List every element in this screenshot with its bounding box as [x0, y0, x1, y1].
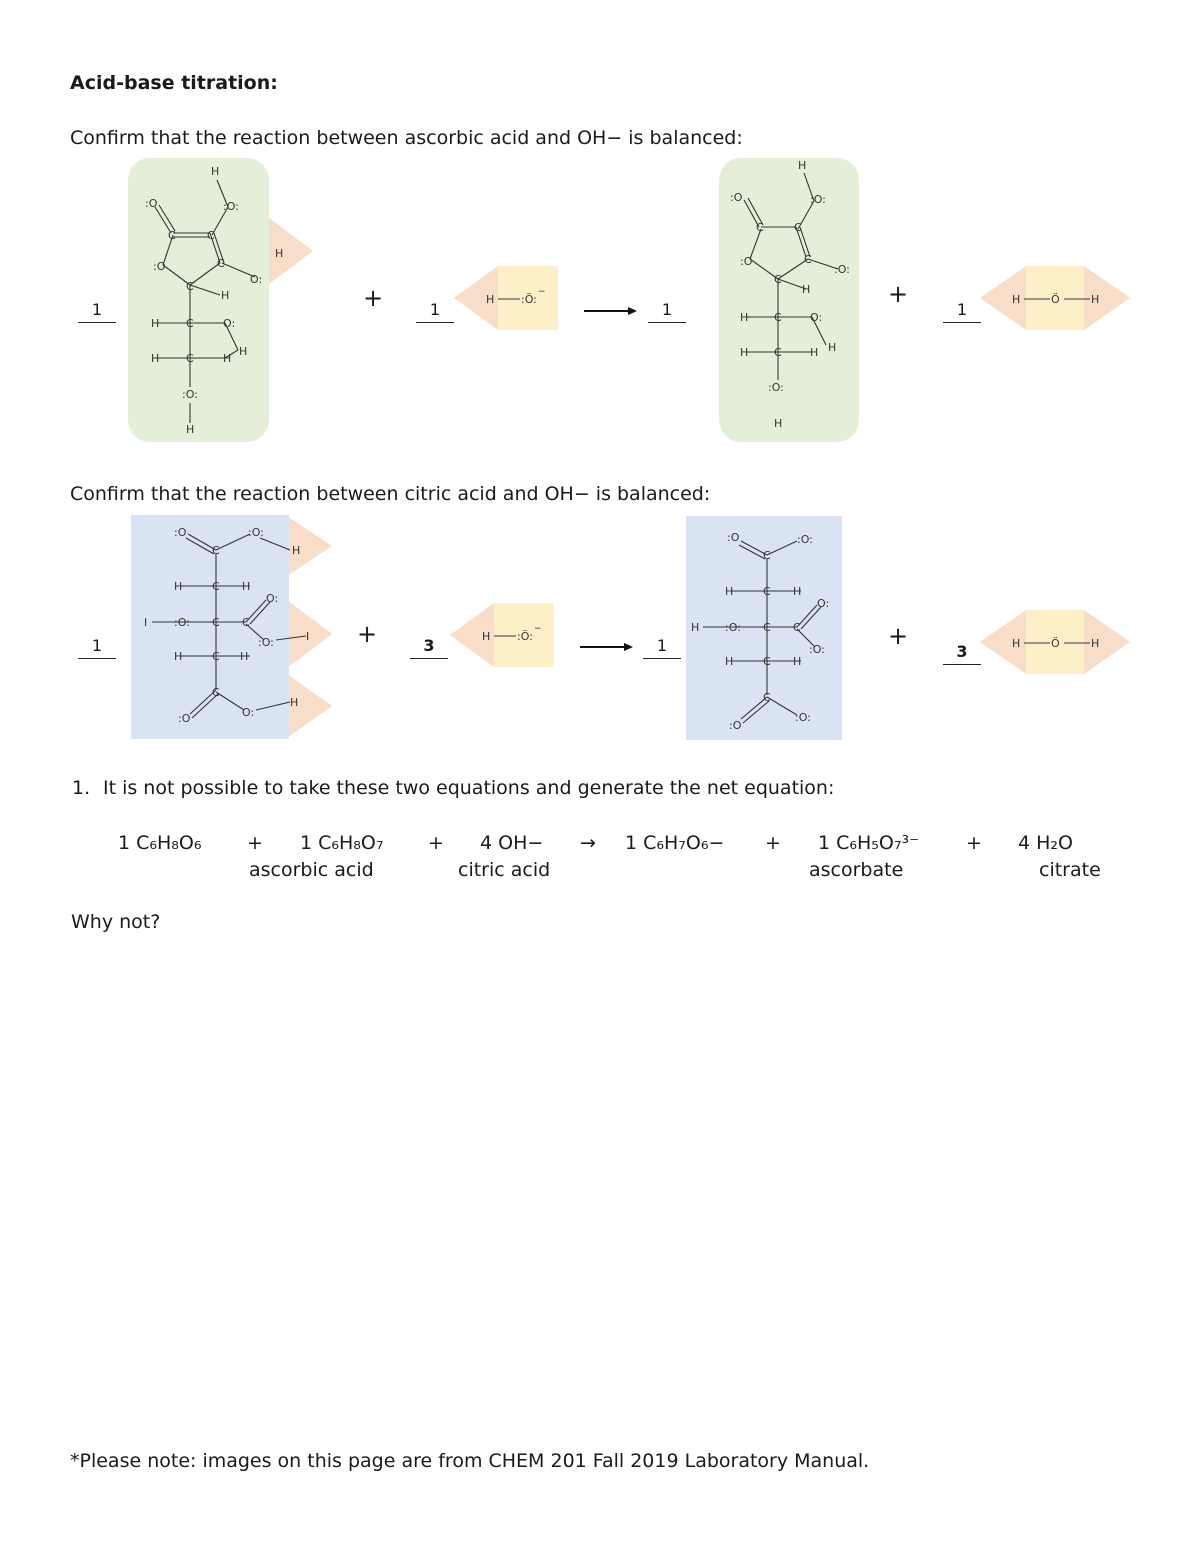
plus-sign: + [357, 620, 378, 648]
reaction-arrow [580, 640, 634, 654]
svg-text:C: C [242, 616, 250, 629]
plus-sign: + [363, 284, 384, 312]
svg-text::O: :O [729, 719, 742, 732]
coefficient-hydroxide: 3 [410, 636, 448, 659]
svg-text:H: H [1012, 293, 1021, 306]
citric-acid-structure [130, 514, 335, 740]
coefficient-ascorbate: 1 [648, 300, 686, 323]
coefficient-ascorbic-acid: 1 [78, 300, 116, 323]
svg-text::Ö:: :Ö: [517, 630, 533, 643]
svg-text:C: C [804, 253, 812, 266]
svg-text:C: C [774, 311, 782, 324]
svg-text::O:: :O: [182, 388, 198, 401]
svg-text:H: H [793, 585, 802, 598]
svg-text::O:: :O: [834, 263, 850, 276]
svg-text:C: C [186, 280, 194, 293]
coefficient-water: 3 [943, 642, 981, 665]
svg-text:O:: O: [242, 706, 255, 719]
svg-text:C: C [793, 621, 801, 634]
svg-text:C: C [212, 650, 220, 663]
net-equation-term: 4 OH− [480, 832, 544, 854]
svg-text:C: C [763, 691, 771, 704]
net-equation-term: 4 H₂O [1018, 832, 1073, 854]
svg-text:C: C [186, 352, 194, 365]
svg-text:C: C [774, 346, 782, 359]
svg-text:H: H [290, 696, 299, 709]
svg-text:Ö: Ö [1051, 293, 1060, 306]
svg-text:C: C [217, 257, 225, 270]
label-citrate: citrate [1039, 859, 1101, 881]
svg-text::O: :O [153, 260, 166, 273]
svg-text:−: − [538, 287, 546, 297]
reaction2-prompt: Confirm that the reaction between citric acid and OH− is balanced: [70, 483, 711, 505]
svg-text:C: C [794, 221, 802, 234]
question-number: 1. [72, 777, 91, 799]
svg-text:H: H [482, 630, 491, 643]
svg-text:C: C [212, 616, 220, 629]
svg-text:H: H [740, 311, 749, 324]
svg-text:Ö: Ö [1051, 637, 1060, 650]
svg-text:H: H [1091, 637, 1100, 650]
svg-text:C: C [212, 580, 220, 593]
citrate-structure [685, 515, 843, 741]
svg-text::O:: :O: [797, 533, 813, 546]
svg-text::O:: :O: [223, 200, 239, 213]
svg-text:I: I [306, 630, 310, 643]
svg-text::O:: :O: [795, 711, 811, 724]
svg-text:O:: O: [817, 597, 830, 610]
svg-text::O:: :O: [809, 643, 825, 656]
svg-text::O:: :O: [258, 636, 274, 649]
svg-text:C: C [168, 229, 176, 242]
svg-text::O:: :O: [810, 193, 826, 206]
svg-text:H: H [223, 352, 232, 365]
svg-text:O:: O: [810, 311, 823, 324]
svg-text:C: C [763, 585, 771, 598]
coefficient-water: 1 [943, 300, 981, 323]
svg-text::O: :O [174, 526, 187, 539]
svg-text:O:: O: [250, 273, 263, 286]
label-ascorbate: ascorbate [809, 859, 904, 881]
svg-text:H: H [740, 346, 749, 359]
svg-text:H: H [725, 585, 734, 598]
svg-text:O:: O: [223, 317, 236, 330]
svg-text:C: C [774, 273, 782, 286]
svg-text:H: H [810, 346, 819, 359]
follow-up-question: Why not? [71, 911, 161, 933]
svg-text:C: C [763, 621, 771, 634]
water-structure [980, 608, 1130, 676]
water-structure [980, 264, 1130, 332]
net-equation-plus: + [247, 832, 263, 854]
svg-text:H: H [1091, 293, 1100, 306]
net-equation-term: 1 C₆H₈O₇ [300, 832, 384, 854]
hydroxide-structure [454, 264, 564, 332]
svg-text:H: H [802, 283, 811, 296]
plus-sign: + [888, 622, 909, 650]
svg-text:H: H [828, 341, 837, 354]
hydroxide-structure [450, 601, 560, 669]
svg-text:H: H [1012, 637, 1021, 650]
net-equation-term: 1 C₆H₈O₆ [118, 832, 202, 854]
svg-text:H: H [798, 159, 807, 172]
svg-text::O:: :O: [248, 526, 264, 539]
svg-text:C: C [756, 221, 764, 234]
svg-text::O: :O [727, 531, 740, 544]
svg-text:H: H [151, 317, 160, 330]
net-equation-term: 1 C₆H₇O₆− [625, 832, 725, 854]
svg-text:H: H [486, 293, 495, 306]
svg-text::Ö:: :Ö: [521, 293, 537, 306]
svg-text:H: H [174, 580, 183, 593]
question-text: It is not possible to take these two equations and generate the net equation: [103, 777, 835, 799]
svg-text::O: :O [730, 191, 743, 204]
coefficient-hydroxide: 1 [416, 300, 454, 323]
page-heading: Acid-base titration: [70, 72, 278, 94]
svg-text:O:: O: [266, 592, 279, 605]
ascorbate-structure [716, 155, 866, 445]
svg-text:H: H [211, 165, 220, 178]
reaction-arrow [584, 304, 638, 318]
svg-text:H: H [240, 650, 249, 663]
reaction1-prompt: Confirm that the reaction between ascorbic acid and OH− is balanced: [70, 127, 743, 149]
svg-text:H: H [793, 655, 802, 668]
svg-text:C: C [207, 229, 215, 242]
svg-text:H: H [239, 345, 248, 358]
svg-text:H: H [174, 650, 183, 663]
net-equation-arrow: → [580, 832, 596, 854]
svg-text:I: I [144, 616, 148, 629]
net-equation-plus: + [765, 832, 781, 854]
svg-text:H: H [221, 289, 230, 302]
svg-text::O:: :O: [174, 616, 190, 629]
coefficient-citrate: 1 [643, 636, 681, 659]
svg-text::O: :O [178, 712, 191, 725]
svg-text:H: H [151, 352, 160, 365]
svg-text:H: H [292, 544, 301, 557]
svg-text:H: H [725, 655, 734, 668]
svg-text::O: :O [145, 197, 158, 210]
net-equation-plus: + [428, 832, 444, 854]
footnote: *Please note: images on this page are from CHEM 201 Fall 2019 Laboratory Manual. [70, 1450, 870, 1472]
plus-sign: + [888, 280, 909, 308]
net-equation-term: 1 C₆H₅O₇³⁻ [818, 832, 920, 854]
svg-text:H: H [242, 580, 251, 593]
coefficient-citric-acid: 1 [78, 636, 116, 659]
svg-text::O: :O [740, 255, 753, 268]
svg-text:C: C [212, 686, 220, 699]
svg-text::O:: :O: [768, 381, 784, 394]
net-equation-plus: + [966, 832, 982, 854]
svg-text:H: H [774, 417, 783, 430]
label-ascorbic-acid: ascorbic acid [249, 859, 374, 881]
svg-text:C: C [763, 549, 771, 562]
svg-text:H: H [186, 423, 195, 436]
svg-text:H: H [691, 621, 700, 634]
svg-text:C: C [212, 544, 220, 557]
svg-text:H: H [275, 247, 284, 260]
ascorbic-acid-structure [125, 155, 325, 445]
label-citric-acid: citric acid [458, 859, 551, 881]
svg-text:C: C [763, 655, 771, 668]
svg-text:−: − [534, 624, 542, 634]
svg-text::O:: :O: [725, 621, 741, 634]
svg-text:C: C [186, 317, 194, 330]
